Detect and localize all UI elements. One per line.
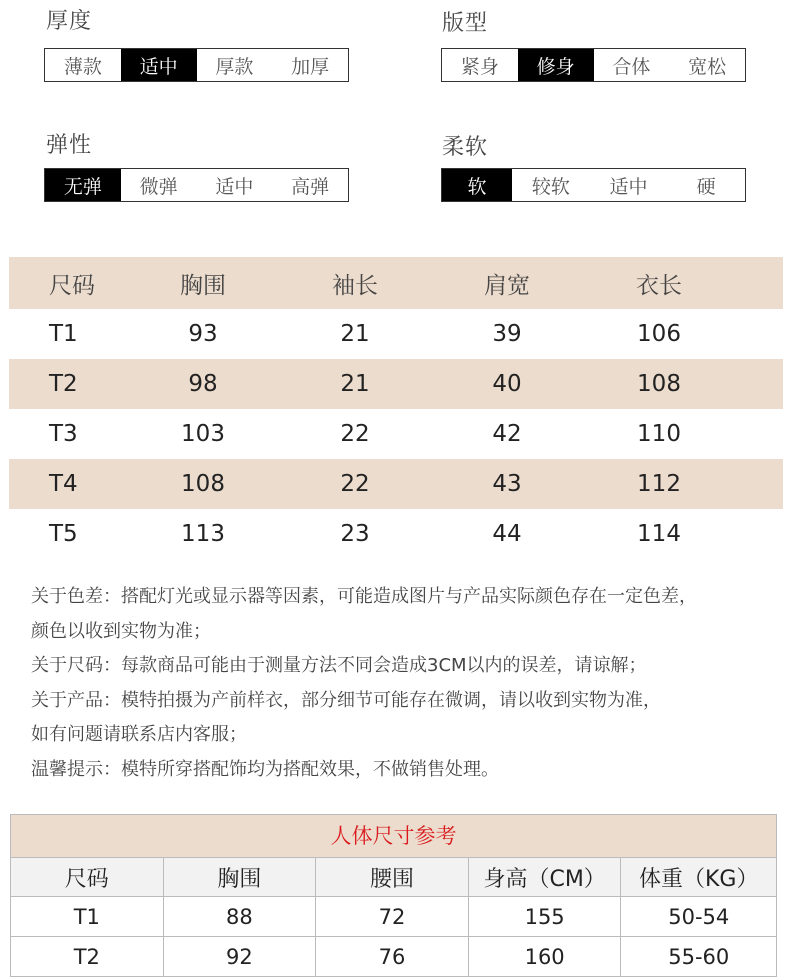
softness-option-medium: 适中 [609, 175, 648, 198]
fit-option-loose: 宽松 [688, 55, 727, 78]
shoulder-cell: 40 [492, 371, 522, 397]
size-cell: T4 [49, 471, 78, 497]
softness-option-fairly-soft: 较软 [531, 175, 570, 198]
header-shoulder: 肩宽 [484, 272, 530, 299]
fit-options [441, 48, 746, 82]
softness-option-soft: 软 [442, 169, 512, 201]
attr-elasticity [46, 128, 92, 159]
length-cell: 112 [637, 471, 681, 497]
header-size: 尺码 [11, 858, 164, 896]
chest-cell: 92 [164, 937, 317, 976]
table-row [9, 459, 783, 509]
size-cell: T3 [49, 421, 78, 447]
chest-cell: 93 [188, 321, 218, 347]
table-row [9, 359, 783, 409]
thickness-option-medium: 适中 [121, 49, 197, 81]
body-table-title: 人体尺寸参考 [11, 815, 776, 857]
note-line: 关于产品：模特拍摄为产前样衣，部分细节可能存在微调，请以收到实物为准， [31, 689, 661, 711]
body-size-table [10, 814, 777, 977]
height-cell: 155 [469, 897, 622, 936]
note-line: 如有问题请联系店内客服； [31, 724, 247, 745]
elasticity-option-slight: 微弹 [139, 175, 178, 198]
weight-cell: 55-60 [668, 944, 730, 969]
size-cell: T5 [49, 521, 78, 547]
length-cell: 106 [637, 321, 681, 347]
length-cell: 108 [637, 371, 681, 397]
header-height: 身高（CM） [469, 858, 622, 896]
softness-options [441, 168, 746, 202]
notes [31, 580, 771, 787]
thickness-option-thick: 厚款 [215, 55, 254, 78]
header-size: 尺码 [49, 272, 95, 299]
size-cell: T2 [49, 371, 78, 397]
thickness-option-thin: 薄款 [63, 55, 102, 78]
attr-fit [442, 6, 488, 37]
header-length: 衣长 [636, 272, 682, 299]
size-table-header [9, 257, 783, 309]
body-table-header [11, 857, 776, 896]
length-cell: 114 [637, 521, 681, 547]
table-row [11, 896, 776, 936]
sleeve-cell: 21 [340, 321, 370, 347]
shoulder-cell: 42 [492, 421, 522, 447]
sleeve-cell: 22 [340, 471, 370, 497]
table-row [9, 509, 783, 559]
note-line: 关于尺码：每款商品可能由于测量方法不同会造成3CM以内的误差，请谅解； [31, 655, 647, 676]
sleeve-cell: 21 [340, 371, 370, 397]
table-row [9, 409, 783, 459]
size-cell: T1 [11, 897, 164, 936]
fit-option-tight: 紧身 [460, 55, 499, 78]
note-line: 温馨提示：模特所穿搭配饰均为搭配效果，不做销售处理。 [31, 758, 499, 780]
note-line: 关于色差：搭配灯光或显示器等因素，可能造成图片与产品实际颜色存在一定色差， [31, 586, 697, 607]
header-weight: 体重（KG） [638, 866, 759, 892]
elasticity-options [44, 168, 349, 202]
attr-softness [442, 130, 488, 161]
weight-cell: 50-54 [668, 904, 730, 929]
note-line: 颜色以收到实物为准； [31, 620, 211, 642]
softness-option-hard: 硬 [696, 175, 716, 198]
sleeve-cell: 22 [340, 421, 370, 447]
thickness-options [44, 48, 349, 82]
size-cell: T1 [49, 321, 78, 347]
table-row [11, 936, 776, 976]
waist-cell: 76 [316, 937, 469, 976]
size-table [9, 257, 783, 559]
header-sleeve: 袖长 [332, 272, 378, 299]
size-cell: T2 [11, 937, 164, 976]
chest-cell: 113 [181, 521, 225, 547]
chest-cell: 103 [181, 421, 225, 447]
waist-cell: 72 [316, 897, 469, 936]
header-waist: 腰围 [316, 858, 469, 896]
attr-title-elasticity: 弹性 [46, 133, 93, 158]
elasticity-option-high: 高弹 [291, 175, 330, 198]
height-cell: 160 [469, 937, 622, 976]
attr-thickness [46, 4, 92, 35]
attr-title-thickness: 厚度 [46, 9, 93, 34]
length-cell: 110 [637, 421, 681, 447]
sleeve-cell: 23 [340, 521, 370, 547]
chest-cell: 88 [164, 897, 317, 936]
elasticity-option-medium: 适中 [215, 175, 254, 198]
header-chest: 胸围 [180, 272, 226, 299]
shoulder-cell: 44 [492, 521, 522, 547]
attr-title-softness: 柔软 [442, 135, 489, 160]
shoulder-cell: 39 [492, 321, 522, 347]
elasticity-option-none: 无弹 [45, 169, 121, 201]
table-row [9, 309, 783, 359]
header-chest: 胸围 [164, 858, 317, 896]
fit-option-slim: 修身 [518, 49, 594, 81]
chest-cell: 108 [181, 471, 225, 497]
chest-cell: 98 [188, 371, 218, 397]
thickness-option-extra-thick: 加厚 [291, 55, 330, 78]
shoulder-cell: 43 [492, 471, 522, 497]
fit-option-regular: 合体 [612, 55, 651, 78]
attr-title-fit: 版型 [442, 11, 489, 36]
